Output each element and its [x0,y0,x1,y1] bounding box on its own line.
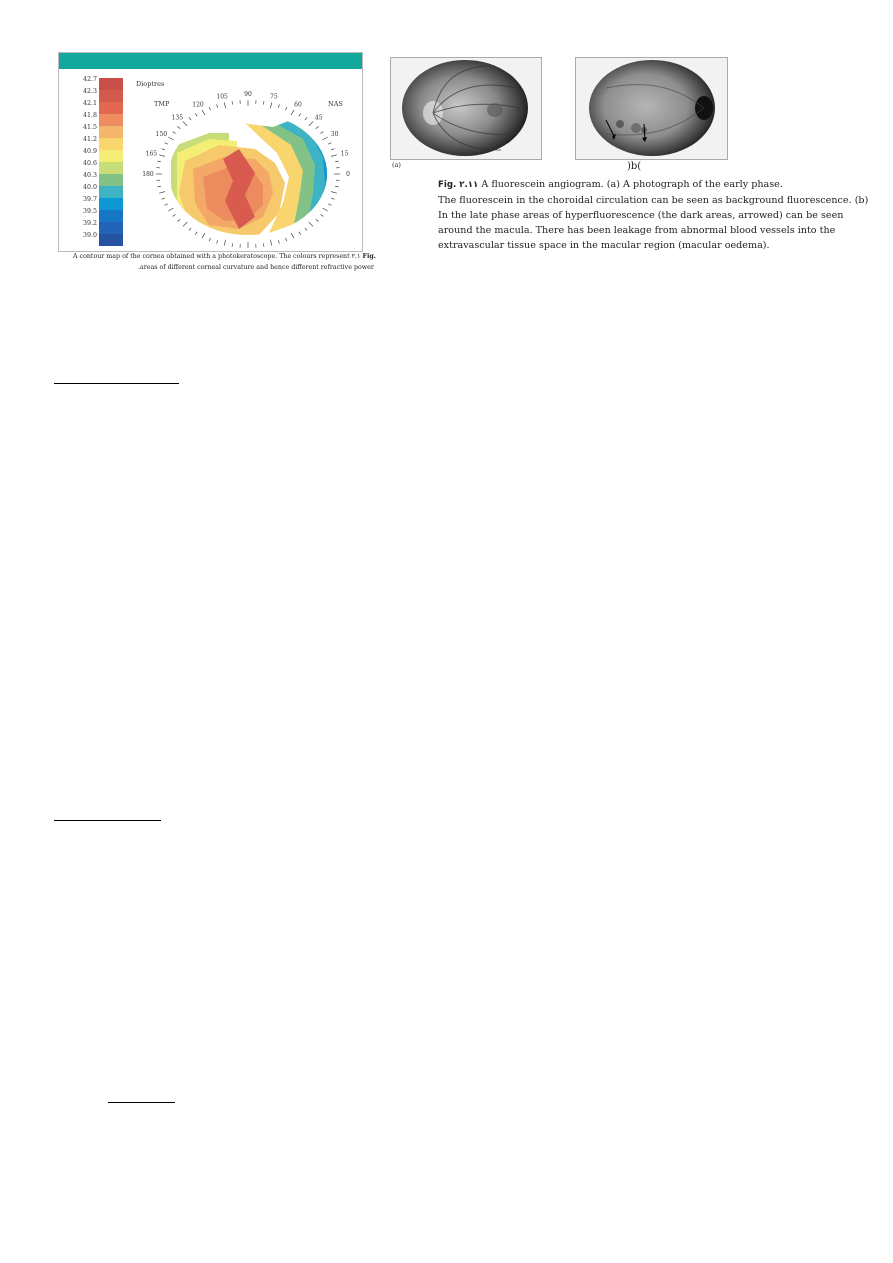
photo-label-b: )b( [627,161,642,172]
angle-label: 30 [330,131,339,138]
label-tmp: TMP [154,100,170,108]
scale-swatch [99,138,123,150]
angle-tick [232,243,233,246]
scale-swatch [99,210,123,222]
angle-tick [202,233,205,238]
angle-label: 165 [145,150,158,158]
topography-map [59,53,362,251]
section-heading-rule-1 [54,383,179,384]
angle-tick [335,186,338,187]
angiogram-photo-a [390,57,542,160]
angle-tick [195,113,197,116]
scale-value: 40.9 [82,148,97,155]
angle-tick [291,233,294,238]
section-heading-rule-3 [108,1102,175,1103]
angle-tick [335,161,338,162]
angle-tick [316,219,319,221]
angle-tick [331,192,337,194]
scale-value: 40.0 [82,184,97,191]
angle-tick [285,107,286,110]
angle-tick [183,122,187,126]
angle-tick [165,204,168,205]
scale-swatch [99,186,123,198]
angle-tick [331,198,334,199]
angle-tick [309,122,313,126]
caption-right [438,177,868,253]
angle-tick [183,222,187,226]
caption-left-line2: .areas of different corneal curvature and hence different refractive power [138,264,374,271]
angle-label: 180 [142,171,154,178]
scale-value: 40.3 [82,172,97,179]
angle-tick [168,137,173,140]
caption-right-line3: In the late phase areas of hyperfluorescence (the dark areas, arrowed) can be seen [438,210,844,221]
caption-right-text1: A fluorescein angiogram. (a) A photograph of the early phase. [481,179,783,190]
caption-right-line4: around the macula. There has been leakage from abnormal blood vessels into the [438,225,836,236]
angle-label: 60 [294,101,302,109]
angle-tick [159,155,165,157]
scale-value: 39.7 [82,196,97,203]
angle-tick [328,143,331,144]
angle-tick [189,117,191,120]
angle-tick [162,149,165,150]
angle-label: 150 [155,131,168,138]
scale-value: 39.0 [82,232,97,239]
angle-tick [322,208,327,211]
scale-value: 39.2 [82,220,97,227]
angle-label: 90 [244,91,252,98]
angle-tick [309,222,313,226]
scale-value: 41.2 [82,136,97,143]
angle-tick [217,240,218,243]
angle-tick [320,132,323,134]
scale-swatch [99,162,123,174]
caption-right-fig-word: Fig. [438,180,457,190]
angle-tick [331,149,334,150]
angle-label: 45 [314,114,323,122]
angle-tick [224,240,226,246]
angle-tick [278,240,279,243]
scale-value: 42.1 [82,100,97,107]
caption-right-line2: The fluorescein in the choroidal circulation can be seen as background fluorescence. (b) [438,195,869,206]
scale-swatch [99,150,123,162]
photo-label-a: (a) [392,161,401,169]
angle-tick [299,113,301,116]
caption-right-line1 [438,177,868,193]
scale-value: 41.5 [82,124,97,131]
scale-swatch [99,114,123,126]
angle-tick [157,161,160,162]
angle-label: 120 [192,101,204,109]
angle-tick [224,103,226,109]
angle-tick [159,192,165,194]
angle-tick [217,104,218,107]
label-nas: NAS [328,100,343,108]
angle-tick [178,126,181,128]
angle-label: 105 [216,93,228,101]
caption-left-fig-num: ٢.١ [351,253,361,260]
scale-value: 42.7 [82,76,97,83]
scale-swatch [99,126,123,138]
angle-tick [202,110,205,115]
angle-tick [178,219,181,221]
scale-value: 39.5 [82,208,97,215]
section-heading-rule-2 [54,820,161,821]
angle-tick [285,238,286,241]
angle-tick [189,228,191,231]
scale-value: 40.6 [82,160,97,167]
scale-swatch [99,234,123,246]
angle-tick [328,204,331,205]
angle-label: 135 [171,114,184,122]
caption-left-text: A contour map of the cornea obtained with a photokeratoscope. The colours represent [73,253,350,260]
angle-tick [305,117,307,120]
angle-label: 0 [346,171,350,178]
angle-tick [209,238,210,241]
angle-tick [316,126,319,128]
caption-left-line1 [73,253,376,260]
angle-tick [232,101,233,104]
angle-tick [162,198,165,199]
scale-swatch [99,90,123,102]
scale-swatch [99,222,123,234]
angiogram-photo-b [575,57,728,160]
corneal-topography-figure [58,52,363,252]
angle-tick [322,137,327,140]
angle-label: 75 [270,93,278,101]
angle-tick [209,107,210,110]
angle-tick [263,243,264,246]
angle-tick [270,103,272,109]
angle-tick [195,232,197,235]
scale-swatch [99,78,123,90]
scale-swatch [99,102,123,114]
angle-tick [305,228,307,231]
angle-tick [331,155,337,157]
angle-tick [173,214,176,216]
scale-swatch [99,198,123,210]
angle-tick [299,232,301,235]
caption-left-fig-word: Fig. [362,253,376,260]
angle-tick [263,101,264,104]
angle-tick [270,240,272,246]
scale-value: 41.8 [82,112,97,119]
scale-swatch [99,174,123,186]
caption-right-fig-num: ٢.١١ [459,180,479,190]
angle-tick [320,214,323,216]
angle-label: 15 [340,150,349,158]
angle-tick [157,186,160,187]
angle-tick [173,132,176,134]
angle-tick [278,104,279,107]
caption-right-line5: extravascular tissue space in the macular region (macular oedema). [438,240,770,251]
scale-value: 42.3 [82,88,97,95]
dioptre-scale [83,76,123,246]
angle-tick [168,208,173,211]
scale-title: Dioptres [136,80,165,88]
angle-tick [291,110,294,115]
angle-tick [165,143,168,144]
